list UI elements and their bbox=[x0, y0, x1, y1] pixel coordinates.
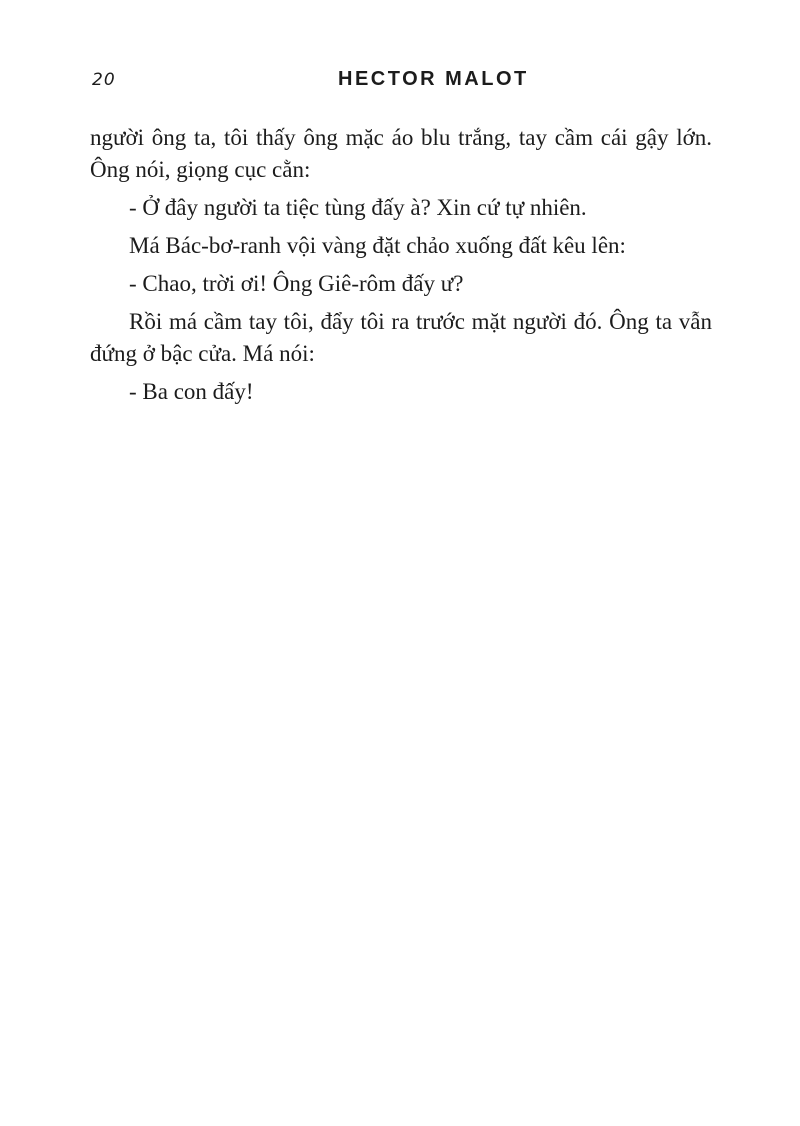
paragraph: - Ba con đấy! bbox=[129, 379, 254, 404]
paragraph: Rồi má cầm tay tôi, đẩy tôi ra trước mặt người đó. Ông ta vẫn đứng ở bậc cửa. Má nói: bbox=[90, 309, 712, 366]
page-number: 20 bbox=[92, 70, 116, 90]
running-title: HECTOR MALOT bbox=[338, 68, 529, 90]
body-text bbox=[90, 122, 712, 414]
paragraph: - Chao, trời ơi! Ông Giê-rôm đấy ư? bbox=[129, 271, 464, 296]
paragraph: - Ở đây người ta tiệc tùng đấy à? Xin cứ tự nhiên. bbox=[129, 195, 587, 220]
running-header bbox=[90, 68, 708, 100]
paragraph: người ông ta, tôi thấy ông mặc áo blu trắng, tay cầm cái gậy lớn. Ông nói, giọng cục cằn: bbox=[90, 125, 712, 182]
paragraph: Má Bác-bơ-ranh vội vàng đặt chảo xuống đất kêu lên: bbox=[129, 233, 626, 258]
